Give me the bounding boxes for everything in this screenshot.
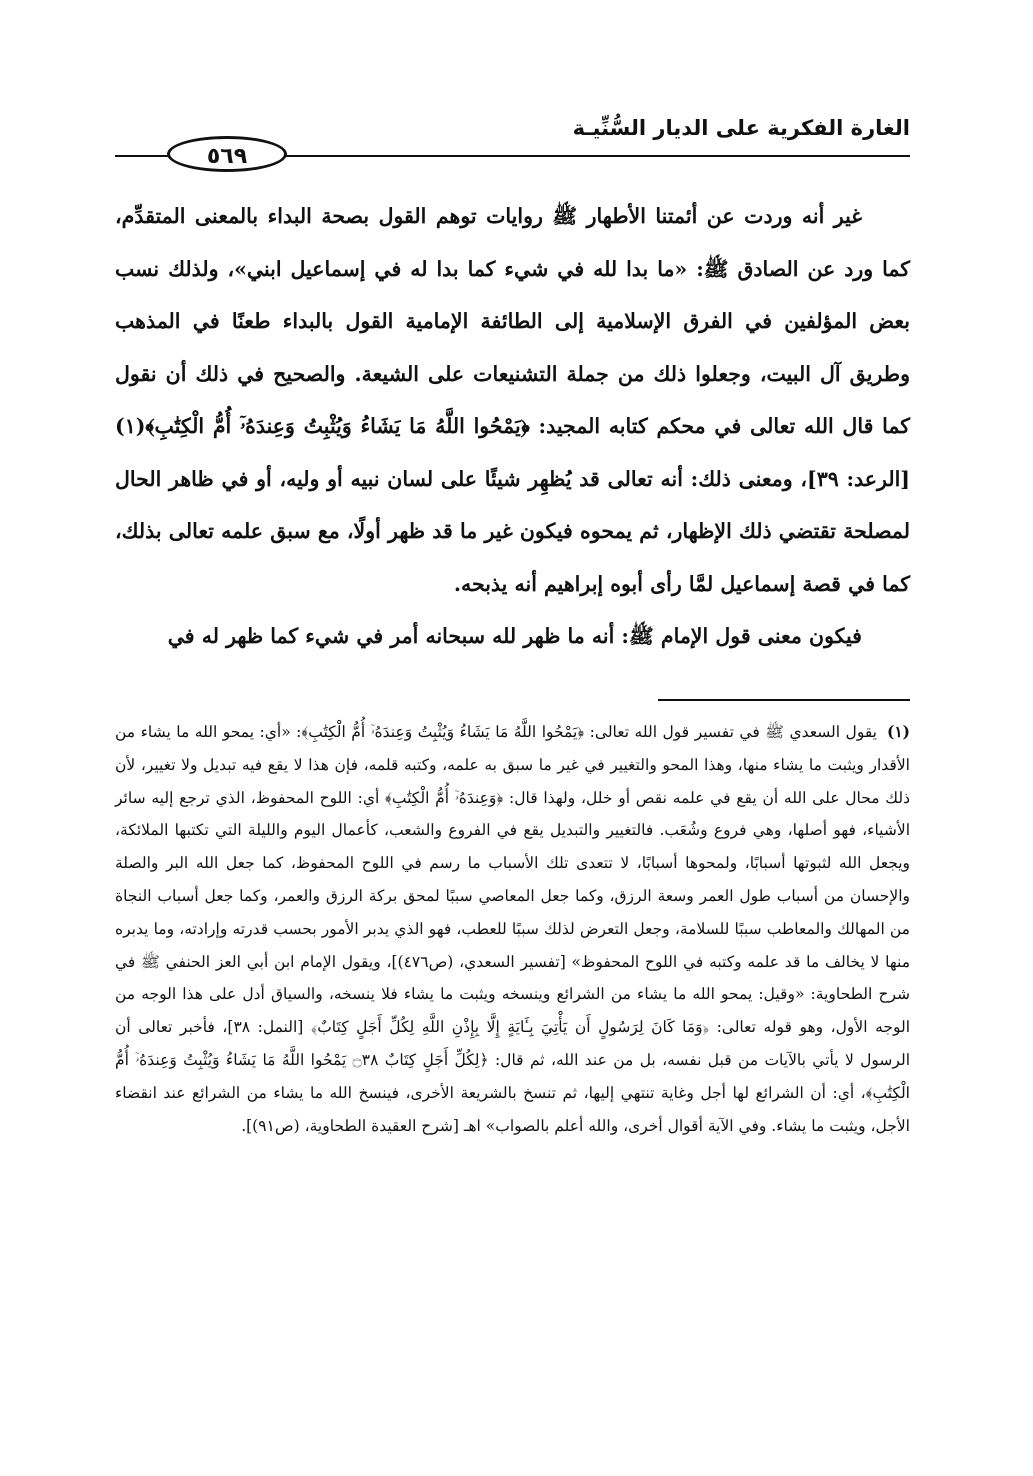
book-title: الغارة الفكرية على الديار السُّنِّيـة	[572, 116, 910, 140]
footnote-text: يقول السعدي ﷺ في تفسير قول الله تعالى: ﴿يَمْحُوا اللَّهُ مَا يَشَاءُ وَيُثْبِتُ وَعِندَهُۥٓ أُمُّ الْكِتَٰبِ﴾: «أي: يمحو الله ما يشاء من الأقدار ويثبت ما يشاء منها، وهذا المحو والتغيير في غير ما سبق به علمه، وكتبه قلمه، فإن هذا لا يقع فيه تبديل ولا تغيير، لأن ذلك محال على الله أن يقع في علمه نقص أو خلل، ولهذا قال: ﴿وَعِندَهُۥٓ أُمُّ الْكِتَٰبِ﴾ أي: اللوح المحفوظ، الذي ترجع إليه سائر الأشياء، فهو أصلها، وهي فروع وشُعَب. فالتغيير والتبديل يقع في الفروع والشعب، كأعمال اليوم والليلة التي تكتبها الملائكة، ويجعل الله لثبوتها أسبابًا، ولمحوها أسبابًا، لا تتعدى تلك الأسباب ما رسم في اللوح المحفوظ، كما جعل الله البر والصلة والإحسان من أسباب طول العمر وسعة الرزق، وكما جعل المعاصي سببًا لمحق بركة الرزق والعمر، وكما جعل أسباب النجاة من المهالك والمعاطب سببًا للسلامة، وجعل التعرض لذلك سببًا للعطب، فهو الذي يدبر الأمور بحسب قدرته وإرادته، وما يدبره منها لا يخالف ما قد علمه وكتبه في اللوح المحفوظ» [تفسير السعدي، (ص٤٧٦)]، ويقول الإمام ابن أبي العز الحنفي ﷺ في شرح الطحاوية: «وقيل: يمحو الله ما يشاء من الشرائع وينسخه ويثبت ما يشاء فلا ينسخه، والسياق أدل على هذا الوجه من الوجه الأول، وهو قوله تعالى: ﴿وَمَا كَانَ لِرَسُولٍ أَن يَأْتِيَ بِـَٔايَةٍ إِلَّا بِإِذْنِ اللَّهِ لِكُلِّ أَجَلٍ كِتَابٌ﴾ [النمل: ٣٨]، فأخبر تعالى أن الرسول لا يأتي بالآيات من قبل نفسه، بل من عند الله، ثم قال: ﴿لِكُلِّ أَجَلٍ كِتَابٌ ۝٣٨ يَمْحُوا اللَّهُ مَا يَشَاءُ وَيُثْبِتُ وَعِندَهُۥٓ أُمُّ الْكِتَٰبِ﴾، أي: أن الشرائع لها أجل وغاية تنتهي إليها، ثم تنسخ بالشريعة الأخرى، فينسخ الله ما يشاء من الشرائع عند انقضاء الأجل، ويثبت ما يشاء. وفي الآية أقوال أخرى، والله أعلم بالصواب» اهـ [شرح العقيدة الطحاوية، (ص٩١)].	[115, 723, 911, 1135]
page-header	[115, 108, 910, 168]
main-text	[115, 190, 910, 663]
page-number: ٥٦٩	[167, 136, 287, 172]
footnote-marker: (١)	[886, 722, 910, 741]
footnote-separator	[658, 699, 910, 701]
paragraph: فيكون معنى قول الإمام ﷺ: أنه ما ظهر لله سبحانه أمر في شيء كما ظهر له في	[167, 624, 862, 648]
footnote	[115, 716, 910, 1142]
paragraph: غير أنه وردت عن أئمتنا الأطهار ﷺ روايات توهم القول بصحة البداء بالمعنى المتقدِّم، كما ورد عن الصادق ﷺ: «ما بدا لله في شيء كما بدا له في إسماعيل ابني»، ولذلك نسب بعض المؤلفين في الفرق الإسلامية إلى الطائفة الإمامية القول بالبداء طعنًا في المذهب وطريق آل البيت، وجعلوا ذلك من جملة التشنيعات على الشيعة. والصحيح في ذلك أن نقول كما قال الله تعالى في محكم كتابه المجيد: ﴿يَمْحُوا اللَّهُ مَا يَشَاءُ وَيُثْبِتُ وَعِندَهُۥٓ أُمُّ الْكِتَٰبِ﴾(١) [الرعد: ٣٩]، ومعنى ذلك: أنه تعالى قد يُظهِر شيئًا على لسان نبيه أو وليه، أو في ظاهر الحال لمصلحة تقتضي ذلك الإظهار، ثم يمحوه فيكون غير ما قد ظهر أولًا، مع سبق علمه تعالى بذلك، كما في قصة إسماعيل لمَّا رأى أبوه إبراهيم أنه يذبحه.	[115, 204, 910, 596]
